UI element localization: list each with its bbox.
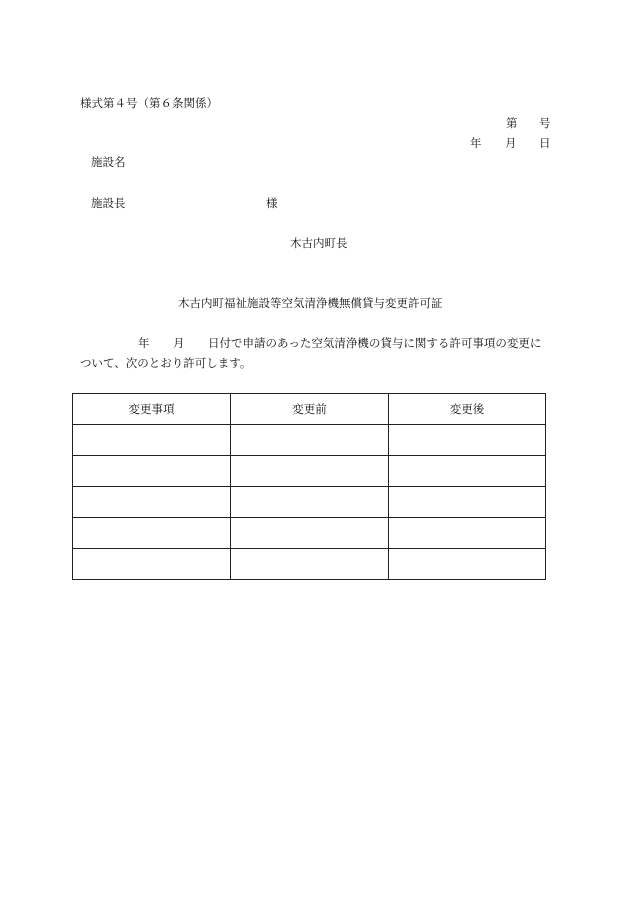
table-cell: [389, 425, 546, 456]
table-row: [73, 425, 546, 456]
body-month: 月: [173, 336, 185, 350]
document-title: 木古内町福祉施設等空気清浄機無償貸与変更許可証: [178, 296, 443, 310]
table-row: [73, 456, 546, 487]
table-cell: [231, 456, 389, 487]
table-cell: [231, 425, 389, 456]
issuer: 木古内町長: [290, 236, 348, 250]
table-cell: [73, 518, 231, 549]
issue-date-day: 日: [539, 136, 551, 150]
header-after: 変更後: [389, 394, 546, 425]
form-number: 様式第４号（第６条関係）: [80, 96, 218, 110]
doc-number-suffix: 号: [539, 116, 551, 130]
table-row: [73, 487, 546, 518]
table-cell: [389, 518, 546, 549]
table-cell: [73, 425, 231, 456]
table-cell: [231, 518, 389, 549]
table-row: [73, 549, 546, 580]
table-cell: [231, 549, 389, 580]
body-line1: 日付で申請のあった空気清浄機の貸与に関する許可事項の変更に: [208, 336, 542, 350]
header-change-item: 変更事項: [73, 394, 231, 425]
change-table: [72, 393, 546, 580]
table-row: [73, 518, 546, 549]
facility-name-label: 施設名: [91, 155, 126, 169]
body-year: 年: [138, 336, 150, 350]
issue-date-month: 月: [505, 136, 517, 150]
header-before: 変更前: [231, 394, 389, 425]
table-cell: [73, 456, 231, 487]
table-cell: [73, 549, 231, 580]
table-cell: [389, 487, 546, 518]
issue-date-year: 年: [470, 136, 482, 150]
doc-number-prefix: 第: [506, 116, 518, 130]
table-header-row: [73, 394, 546, 425]
honorific: 様: [266, 196, 278, 210]
table-cell: [389, 456, 546, 487]
facility-head-label: 施設長: [91, 196, 126, 210]
table-cell: [73, 487, 231, 518]
table-cell: [231, 487, 389, 518]
table-cell: [389, 549, 546, 580]
body-line2: ついて、次のとおり許可します。: [80, 356, 252, 370]
